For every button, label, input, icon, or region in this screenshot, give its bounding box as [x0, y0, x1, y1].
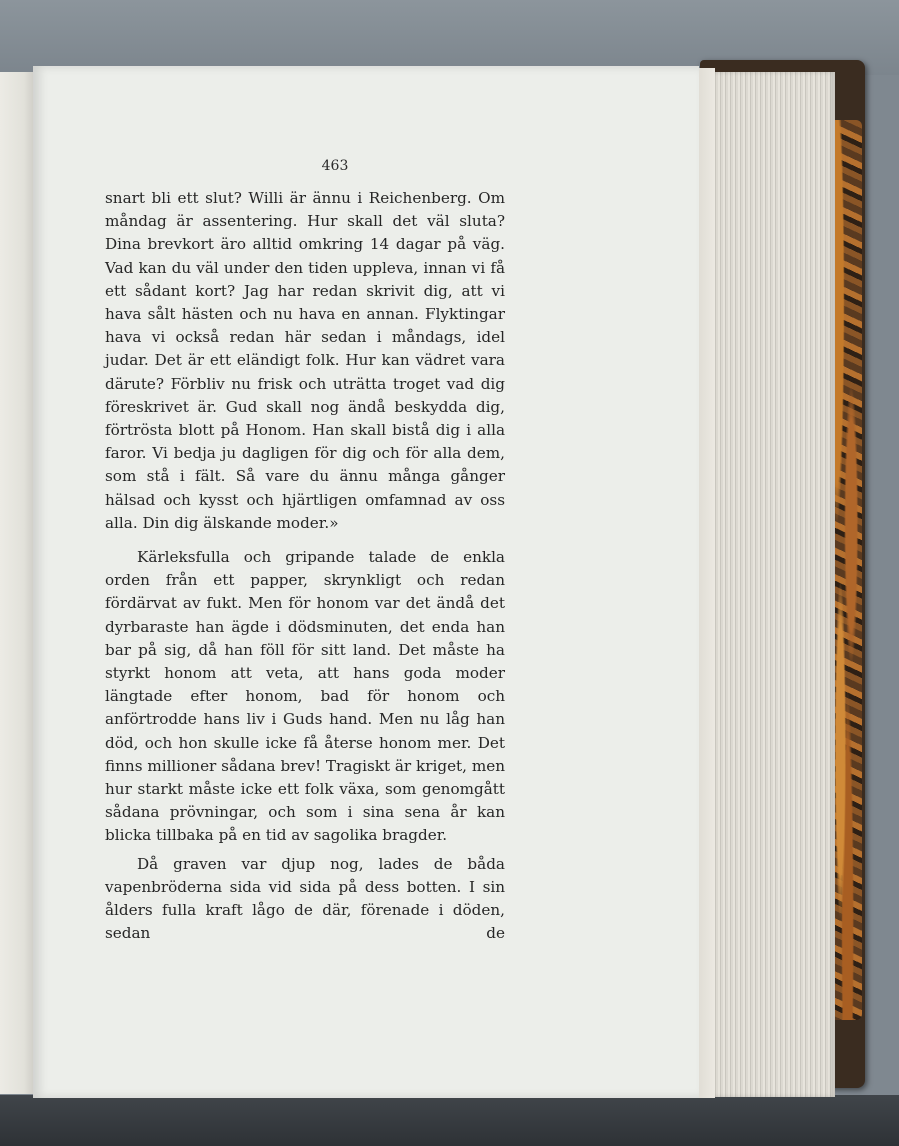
page-stack	[712, 72, 835, 1097]
paragraph: snart bli ett slut? Willi är ännu i Reichenberg. Om måndag är assentering. Hur skall det väl sluta? Dina brevkort äro alltid omkring 14 dagar på väg. Vad kan du väl under den tiden uppleva, innan vi få ett sådant kort? Jag har redan skrivit dig, att vi hava sålt hästen och nu hava en annan. Flyktingar hava vi också redan här sedan i måndags, idel judar. Det är ett eländigt folk. Hur kan vädret vara därute? Förbliv nu frisk och uträtta troget vad dig föreskrivet är. Gud skall nog ändå beskydda dig, förtrösta blott på Honom. Han skall bistå dig i alla faror. Vi bedja ju dagligen för dig och för alla dem, som stå i fält. Så vare du ännu många gånger hälsad och kysst och hjärtligen omfamnad av oss alla. Din dig älskande moder.»	[105, 189, 505, 532]
body-text	[105, 187, 505, 946]
book-page	[33, 66, 699, 1098]
paragraph: Kärleksfulla och gripande talade de enkla orden från ett papper, skrynkligt och redan fördärvat av fukt. Men för honom var det ändå det dyrbaraste han ägde i dödsminuten, det enda han bar på sig, då han föll för sitt land. Det måste ha styrkt honom att veta, att hans goda moder längtade efter honom, bad för honom och anförtrodde hans liv i Guds hand. Men nu låg han död, och hon skulle icke få återse honom mer. Det finns millioner sådana brev! Tragiskt är kriget, men hur starkt måste icke ett folk växa, som genomgått sådana prövningar, och som i sina sena år kan blicka tillbaka på en tid av sagolika bragder.	[105, 548, 505, 845]
left-page-edge	[0, 72, 35, 1094]
table-surface	[0, 1095, 899, 1146]
page-stack-edge	[697, 68, 715, 1098]
paragraph: Då graven var djup nog, lades de båda vapenbröderna sida vid sida på dess botten. I sin ålders fulla kraft lågo de där, förenade i döden, sedan de	[105, 854, 505, 943]
page-number: 463	[321, 158, 349, 174]
